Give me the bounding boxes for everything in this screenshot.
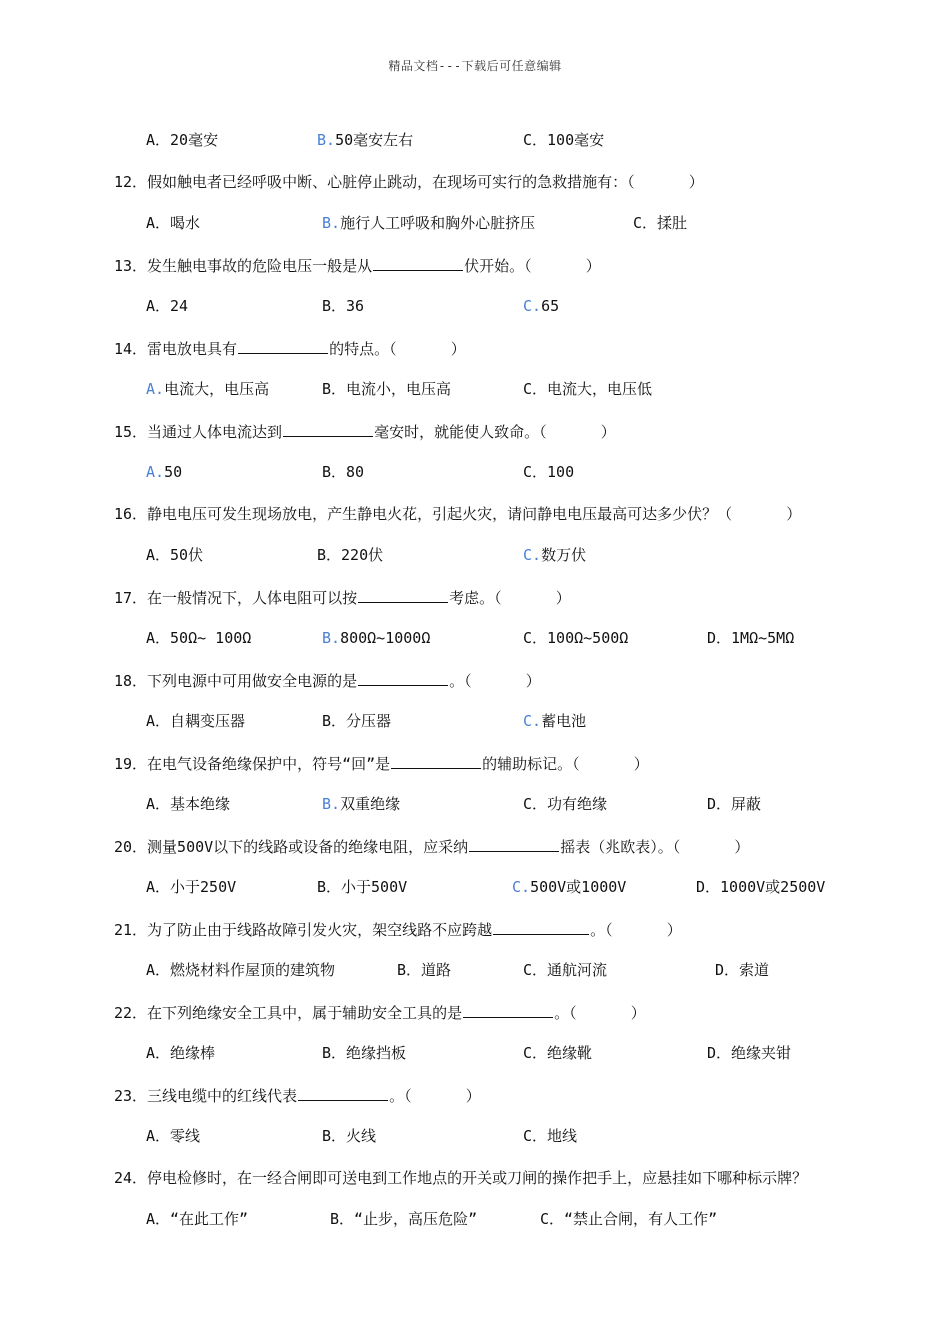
q20-stem: 20．测量500V以下的线路或设备的绝缘电阻，应采纳 摇表（兆欧表）。（ ）: [114, 838, 750, 856]
q18-option-c[interactable]: C.蓄电池: [523, 712, 587, 730]
q19-option-c[interactable]: C．功有绝缘: [523, 795, 608, 813]
q12-option-b[interactable]: B.施行人工呼吸和胸外心脏挤压: [322, 214, 536, 232]
q20-option-b[interactable]: B．小于500V: [317, 878, 408, 896]
q17-option-b[interactable]: B.800Ω~1000Ω: [322, 629, 431, 647]
q12-option-c[interactable]: C．揉肚: [633, 214, 688, 232]
q24-stem: 24．停电检修时，在一经合闸即可送电到工作地点的开关或刀闸的操作把手上，应悬挂如下哪种标示牌？: [114, 1169, 808, 1187]
q19-stem: 19．在电气设备绝缘保护中，符号“回”是 的辅助标记。（ ）: [114, 755, 649, 773]
q18-stem: 18．下列电源中可用做安全电源的是 。（ ）: [114, 672, 541, 690]
q22-option-d[interactable]: D．绝缘夹钳: [707, 1044, 792, 1062]
q13-option-b[interactable]: B．36: [322, 297, 365, 315]
q17-option-c[interactable]: C．100Ω~500Ω: [523, 629, 629, 647]
q21-stem: 21．为了防止由于线路故障引发火灾，架空线路不应跨越 。（ ）: [114, 921, 682, 939]
q15-stem: 15．当通过人体电流达到 毫安时，就能使人致命。（ ）: [114, 423, 616, 441]
q13-stem: 13．发生触电事故的危险电压一般是从 伏开始。（ ）: [114, 257, 601, 275]
q23-option-c[interactable]: C．地线: [523, 1127, 578, 1145]
q19-option-d[interactable]: D．屏蔽: [707, 795, 762, 813]
q22-option-a[interactable]: A．绝缘棒: [146, 1044, 216, 1062]
q22-option-b[interactable]: B．绝缘挡板: [322, 1044, 407, 1062]
q22-stem: 22．在下列绝缘安全工具中，属于辅助安全工具的是 。（ ）: [114, 1004, 646, 1022]
answer-blank: [298, 1085, 388, 1101]
q11-option-a[interactable]: A．20毫安: [146, 131, 219, 149]
q21-option-a[interactable]: A．燃烧材料作屋顶的建筑物: [146, 961, 336, 979]
q17-stem: 17．在一般情况下，人体电阻可以按 考虑。（ ）: [114, 589, 571, 607]
answer-blank: [238, 338, 328, 354]
q13-option-c[interactable]: C.65: [523, 297, 560, 315]
q16-option-a[interactable]: A．50伏: [146, 546, 204, 564]
answer-blank: [373, 255, 463, 271]
q19-option-a[interactable]: A．基本绝缘: [146, 795, 231, 813]
q15-option-c[interactable]: C．100: [523, 463, 575, 481]
page-header: 精品文档---下载后可任意编辑: [388, 59, 562, 73]
q21-option-d[interactable]: D．索道: [715, 961, 770, 979]
q16-option-b[interactable]: B．220伏: [317, 546, 384, 564]
answer-blank: [493, 919, 589, 935]
q23-option-a[interactable]: A．零线: [146, 1127, 201, 1145]
answer-blank: [463, 1002, 553, 1018]
q18-option-b[interactable]: B．分压器: [322, 712, 392, 730]
q24-option-c[interactable]: C．“禁止合闸，有人工作”: [540, 1210, 718, 1228]
q18-option-a[interactable]: A．自耦变压器: [146, 712, 246, 730]
answer-blank: [283, 421, 373, 437]
q12-option-a[interactable]: A．喝水: [146, 214, 201, 232]
q11-option-c[interactable]: C．100毫安: [523, 131, 605, 149]
q12-stem: 12．假如触电者已经呼吸中断、心脏停止跳动，在现场可实行的急救措施有：（ ）: [114, 173, 704, 191]
q11-option-b[interactable]: B.50毫安左右: [317, 131, 414, 149]
q14-option-c[interactable]: C．电流大，电压低: [523, 380, 653, 398]
q20-option-d[interactable]: D．1000V或2500V: [696, 878, 826, 896]
q19-option-b[interactable]: B.双重绝缘: [322, 795, 401, 813]
q22-option-c[interactable]: C．绝缘靴: [523, 1044, 593, 1062]
q13-option-a[interactable]: A．24: [146, 297, 189, 315]
q15-option-b[interactable]: B．80: [322, 463, 365, 481]
q21-option-c[interactable]: C．通航河流: [523, 961, 608, 979]
q20-option-a[interactable]: A．小于250V: [146, 878, 237, 896]
q15-option-a[interactable]: A.50: [146, 463, 183, 481]
q14-option-b[interactable]: B．电流小，电压高: [322, 380, 452, 398]
answer-blank: [391, 753, 481, 769]
q23-option-b[interactable]: B．火线: [322, 1127, 377, 1145]
q16-stem: 16．静电电压可发生现场放电，产生静电火花，引起火灾，请问静电电压最高可达多少伏？（ ）: [114, 505, 802, 523]
q20-option-c[interactable]: C.500V或1000V: [512, 878, 627, 896]
q16-option-c[interactable]: C.数万伏: [523, 546, 587, 564]
q14-stem: 14．雷电放电具有 的特点。（ ）: [114, 340, 466, 358]
q23-stem: 23．三线电缆中的红线代表 。（ ）: [114, 1087, 481, 1105]
q17-option-a[interactable]: A．50Ω~ 100Ω: [146, 629, 252, 647]
q17-option-d[interactable]: D．1MΩ~5MΩ: [707, 629, 795, 647]
answer-blank: [358, 587, 448, 603]
answer-blank: [469, 836, 559, 852]
q24-option-b[interactable]: B．“止步，高压危险”: [330, 1210, 478, 1228]
q14-option-a[interactable]: A.电流大，电压高: [146, 380, 270, 398]
answer-blank: [358, 670, 448, 686]
q24-option-a[interactable]: A．“在此工作”: [146, 1210, 249, 1228]
q21-option-b[interactable]: B．道路: [397, 961, 452, 979]
